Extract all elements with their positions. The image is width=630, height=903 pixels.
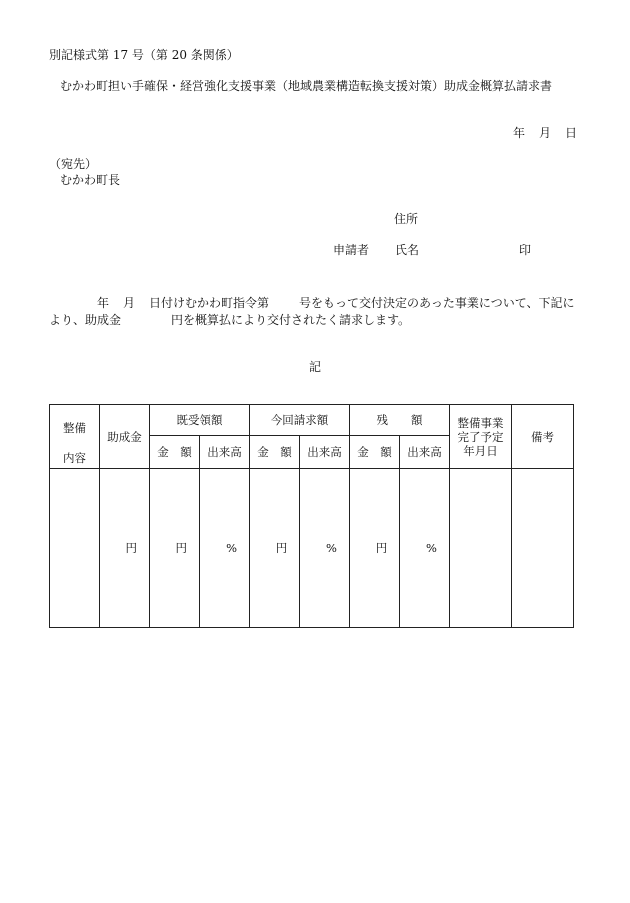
date-line bbox=[513, 126, 577, 140]
header-remarks: 備考 bbox=[512, 405, 574, 469]
date-month: 月 bbox=[539, 126, 552, 140]
header-received-amount: 金 額 bbox=[150, 436, 200, 469]
addressee-name: むかわ町長 bbox=[60, 173, 121, 187]
header-received: 既受領額 bbox=[150, 405, 250, 436]
body-line-2: より、助成金 円を概算払により交付されたく請求します。 bbox=[49, 313, 411, 327]
header-item: 整備 内容 bbox=[50, 405, 100, 469]
ki-heading: 記 bbox=[309, 360, 322, 374]
table-header-row-1 bbox=[50, 405, 574, 436]
header-current-amount: 金 額 bbox=[250, 436, 300, 469]
addressee-label: （宛先） bbox=[49, 157, 98, 171]
cell-remaining-amount-unit: 円 bbox=[350, 469, 400, 628]
date-year: 年 bbox=[513, 126, 526, 140]
header-remaining: 残 額 bbox=[350, 405, 450, 436]
address-label: 住所 bbox=[394, 212, 419, 226]
header-current: 今回請求額 bbox=[250, 405, 350, 436]
body-line-1: 年 月 日付けむかわ町指令第 号をもって交付決定のあった事業について、下記に bbox=[97, 296, 575, 310]
header-subsidy: 助成金 bbox=[100, 405, 150, 469]
cell-subsidy-unit: 円 bbox=[100, 469, 150, 628]
cell-received-amount-unit: 円 bbox=[150, 469, 200, 628]
seal-mark: 印 bbox=[519, 243, 532, 257]
form-number: 別記様式第 17 号（第 20 条関係） bbox=[49, 48, 239, 62]
cell-completion bbox=[450, 469, 512, 628]
cell-remarks bbox=[512, 469, 574, 628]
header-completion: 整備事業 完了予定 年月日 bbox=[450, 405, 512, 469]
date-day: 日 bbox=[565, 126, 578, 140]
header-remaining-amount: 金 額 bbox=[350, 436, 400, 469]
document-title: むかわ町担い手確保・経営強化支援事業（地域農業構造転換支援対策）助成金概算払請求書 bbox=[60, 79, 553, 93]
cell-remaining-progress-unit: % bbox=[400, 469, 450, 628]
header-remaining-progress: 出来高 bbox=[400, 436, 450, 469]
table-row bbox=[50, 469, 574, 628]
cell-current-progress-unit: % bbox=[300, 469, 350, 628]
cell-current-amount-unit: 円 bbox=[250, 469, 300, 628]
cell-item bbox=[50, 469, 100, 628]
header-received-progress: 出来高 bbox=[200, 436, 250, 469]
request-table bbox=[49, 404, 574, 628]
header-current-progress: 出来高 bbox=[300, 436, 350, 469]
applicant-role: 申請者 bbox=[333, 243, 370, 257]
applicant-name-label: 氏名 bbox=[395, 243, 420, 257]
cell-received-progress-unit: % bbox=[200, 469, 250, 628]
